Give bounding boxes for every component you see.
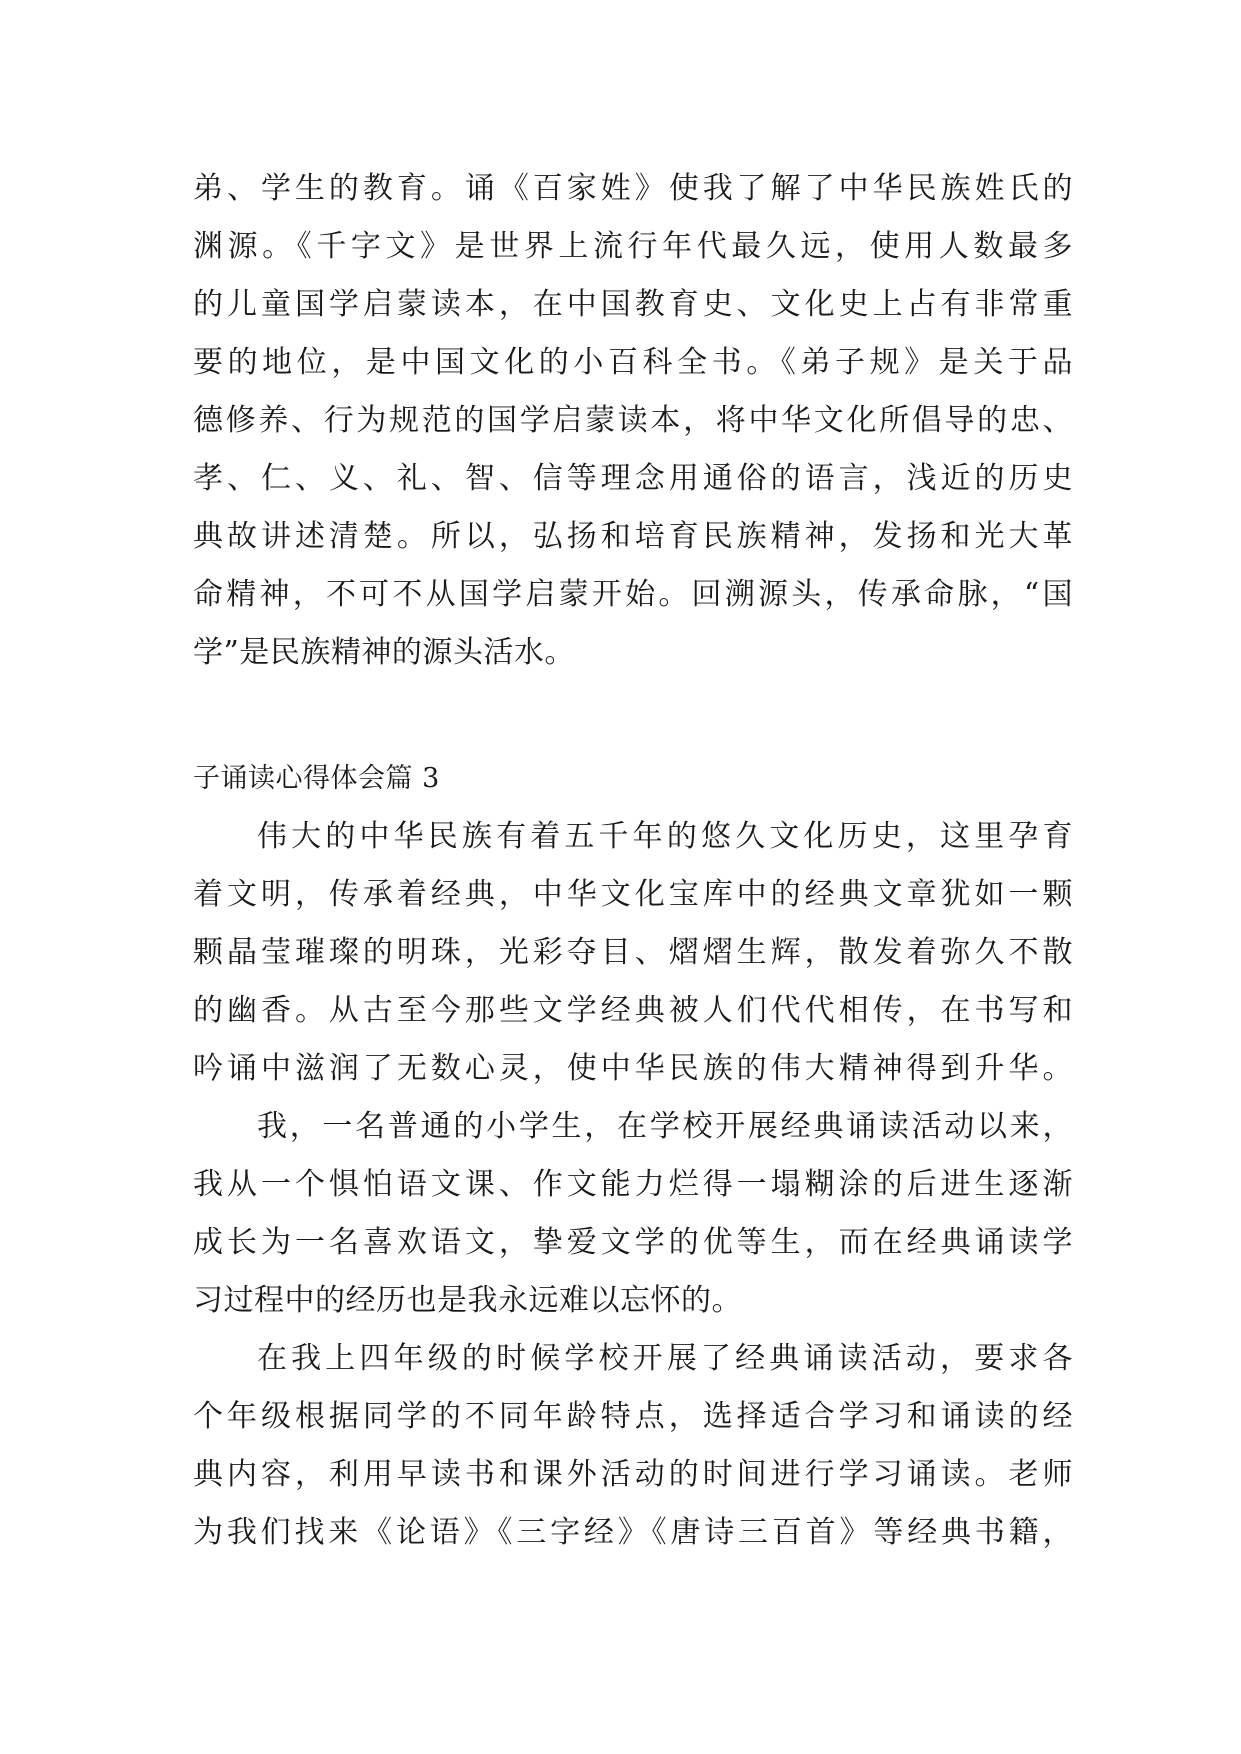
text-line: 习过程中的经历也是我永远难以忘怀的。 (193, 1283, 742, 1318)
text-line: 渊源。《千字文》是世界上流行年代最久远，使用人数最多 (193, 229, 1073, 264)
text-line: 成长为一名喜欢语文，挚爱文学的优等生，而在经典诵读学 (193, 1225, 1073, 1260)
text-line: 伟大的中华民族有着五千年的悠久文化历史，这里孕育 (257, 819, 1073, 854)
text-line: 我，一名普通的小学生，在学校开展经典诵读活动以来， (257, 1109, 1073, 1144)
text-line: 着文明，传承着经典，中华文化宝库中的经典文章犹如一颗 (193, 877, 1073, 912)
text-line: 个年级根据同学的不同年龄特点，选择适合学习和诵读的经 (193, 1399, 1073, 1434)
text-line: 颗晶莹璀璨的明珠，光彩夺目、熠熠生辉，散发着弥久不散 (193, 935, 1073, 970)
text-line: 为我们找来《论语》《三字经》《唐诗三百首》等经典书籍， (193, 1515, 1073, 1550)
text-line: 弟、学生的教育。诵《百家姓》使我了解了中华民族姓氏的 (193, 171, 1073, 206)
text-line: 德修养、行为规范的国学启蒙读本，将中华文化所倡导的忠、 (193, 403, 1073, 438)
text-line: 学”是民族精神的源头活水。 (193, 635, 575, 670)
text-line: 孝、仁、义、礼、智、信等理念用通俗的语言，浅近的历史 (193, 461, 1073, 496)
text-line: 的幽香。从古至今那些文学经典被人们代代相传，在书写和 (193, 993, 1073, 1028)
section-spacer (193, 682, 1073, 750)
paragraph-1 (193, 808, 1073, 1098)
paragraph-3 (193, 1330, 1073, 1562)
section1-paragraph (193, 160, 1073, 682)
text-line: 吟诵中滋润了无数心灵，使中华民族的伟大精神得到升华。 (193, 1051, 1073, 1086)
document-page (193, 160, 1073, 1562)
section-heading: 子诵读心得体会篇 3 (193, 763, 440, 794)
text-line: 的儿童国学启蒙读本，在中国教育史、文化史上占有非常重 (193, 287, 1073, 322)
text-line: 典故讲述清楚。所以，弘扬和培育民族精神，发扬和光大革 (193, 519, 1073, 554)
text-line: 在我上四年级的时候学校开展了经典诵读活动，要求各 (257, 1341, 1073, 1376)
text-line: 命精神，不可不从国学启蒙开始。回溯源头，传承命脉，“国 (193, 577, 1073, 612)
text-line: 我从一个惧怕语文课、作文能力烂得一塌糊涂的后进生逐渐 (193, 1167, 1073, 1202)
text-line: 要的地位，是中国文化的小百科全书。《弟子规》是关于品 (193, 345, 1073, 380)
paragraph-2 (193, 1098, 1073, 1330)
text-line: 典内容，利用早读书和课外活动的时间进行学习诵读。老师 (193, 1457, 1073, 1492)
